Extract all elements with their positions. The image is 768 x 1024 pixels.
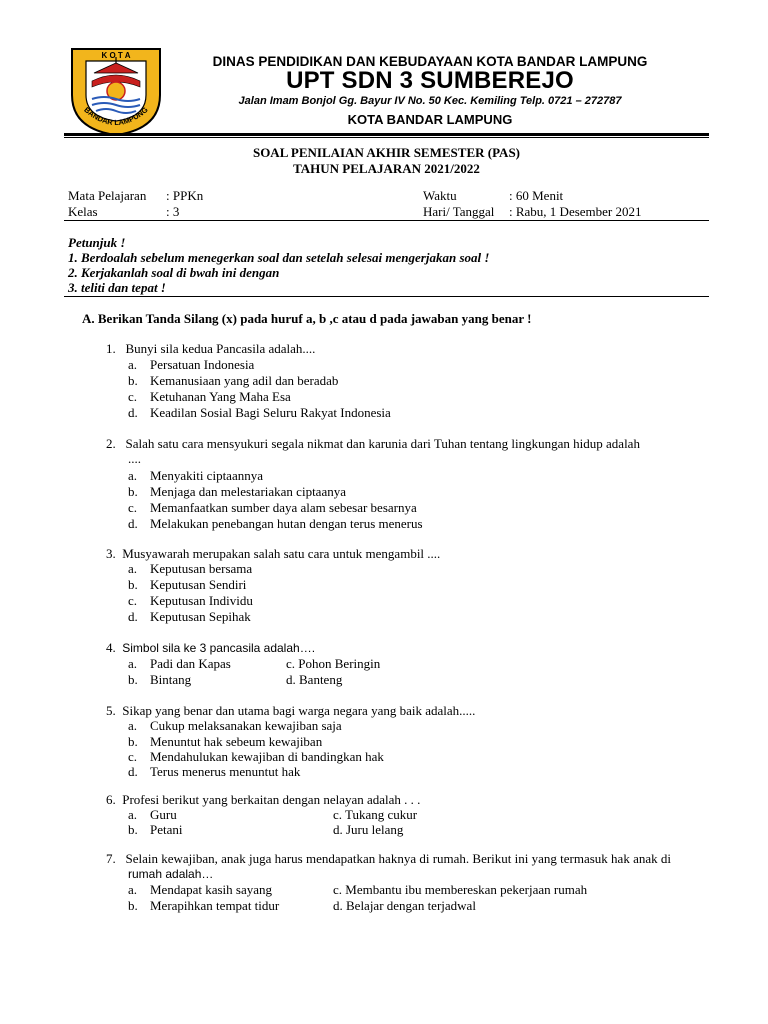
waktu-value: : 60 Menit	[509, 188, 564, 203]
option-letter: a.	[128, 882, 138, 897]
info-divider	[64, 220, 709, 221]
option	[128, 561, 252, 577]
option-text: Petani	[150, 822, 183, 837]
city-name: KOTA BANDAR LAMPUNG	[347, 112, 513, 127]
question-text: Simbol sila ke 3 pancasila adalah….	[122, 641, 316, 655]
question-3	[106, 546, 440, 562]
question-text: Selain kewajiban, anak juga harus mendapatkan haknya di rumah. Berikut ini yang termasuk hak anak di	[125, 851, 671, 866]
option: c. Pohon Beringin	[286, 656, 381, 671]
option-letter: c.	[128, 500, 138, 515]
option: c. Tukang cukur	[333, 807, 418, 822]
question-text-continued: rumah adalah…	[128, 867, 214, 881]
petunjuk-item: 2. Kerjakanlah soal di bwah ini dengan	[68, 265, 280, 280]
option	[128, 593, 253, 609]
option	[128, 749, 384, 765]
header-divider-thin	[64, 137, 709, 138]
option	[128, 373, 338, 389]
option-letter: b.	[128, 822, 138, 837]
option	[128, 484, 346, 500]
mapel-label: Mata Pelajaran	[68, 188, 147, 203]
option	[128, 718, 342, 734]
option-text: Memanfaatkan sumber daya alam sebesar besarnya	[150, 500, 417, 515]
option-text: Keputusan Sendiri	[150, 577, 247, 592]
option: d. Banteng	[286, 672, 343, 687]
logo-top-text: K O T A	[101, 51, 131, 60]
option	[128, 807, 177, 823]
question-number: 6.	[106, 792, 116, 807]
option-letter: b.	[128, 898, 138, 913]
option-letter: c.	[128, 389, 138, 404]
option-text: Merapihkan tempat tidur	[150, 898, 280, 913]
kota-bandar-lampung-logo	[64, 45, 168, 137]
option	[128, 468, 263, 484]
question-text: Salah satu cara mensyukuri segala nikmat dan karunia dari Tuhan tentang lingkungan hidup adalah	[125, 436, 640, 451]
question-number: 4.	[106, 640, 116, 655]
question-text: Sikap yang benar dan utama bagi warga negara yang baik adalah.....	[122, 703, 476, 718]
header-divider-thick	[64, 133, 709, 136]
option	[128, 898, 279, 914]
option-text: Kemanusiaan yang adil dan beradab	[150, 373, 339, 388]
question-text: Profesi berikut yang berkaitan dengan nelayan adalah . . .	[122, 792, 421, 807]
kelas-value: : 3	[166, 204, 180, 219]
option-text: Keadilan Sosial Bagi Seluru Rakyat Indonesia	[150, 405, 391, 420]
question-2	[106, 436, 640, 452]
option-letter: c.	[128, 593, 138, 608]
question-text: Musyawarah merupakan salah satu cara untuk mengambil ....	[122, 546, 441, 561]
option: d. Juru lelang	[333, 822, 404, 837]
petunjuk-item: 1. Berdoalah sebelum menegerkan soal dan setelah selesai mengerjakan soal !	[68, 250, 490, 265]
option-text: Bintang	[150, 672, 192, 687]
waktu-label: Waktu	[423, 188, 457, 203]
kelas-label: Kelas	[68, 204, 98, 219]
option-letter: d.	[128, 764, 138, 779]
option-letter: d.	[128, 516, 138, 531]
option	[128, 516, 423, 532]
option-letter: a.	[128, 807, 138, 822]
option	[128, 672, 191, 688]
option	[128, 609, 251, 625]
agency-name: DINAS PENDIDIKAN DAN KEBUDAYAAN KOTA BANDAR LAMPUNG	[212, 54, 648, 69]
option	[128, 357, 254, 373]
option-text: Menjaga dan melestariakan ciptaanya	[150, 484, 346, 499]
option: c. Membantu ibu membereskan pekerjaan rumah	[333, 882, 588, 897]
petunjuk-title: Petunjuk !	[68, 235, 126, 250]
option-letter: a.	[128, 561, 138, 576]
option-letter: b.	[128, 672, 138, 687]
question-number: 2.	[106, 436, 116, 451]
mapel-value: : PPKn	[166, 188, 204, 203]
school-name: UPT SDN 3 SUMBEREJO	[286, 67, 574, 94]
option-letter: c.	[128, 749, 138, 764]
exam-title: SOAL PENILAIAN AKHIR SEMESTER (PAS)	[252, 145, 521, 160]
option-text: Ketuhanan Yang Maha Esa	[150, 389, 291, 404]
option-letter: b.	[128, 484, 138, 499]
option	[128, 389, 291, 405]
option-letter: a.	[128, 468, 138, 483]
hari-value: : Rabu, 1 Desember 2021	[509, 204, 642, 219]
logo-bottom-text: BANDAR LAMPUNG	[82, 105, 150, 128]
option-text: Melakukan penebangan hutan dengan terus menerus	[150, 516, 423, 531]
option	[128, 405, 391, 421]
school-address: Jalan Imam Bonjol Gg. Bayur IV No. 50 Kec. Kemiling Telp. 0721 – 272787	[238, 95, 622, 107]
option-letter: a.	[128, 718, 138, 733]
option	[128, 882, 272, 898]
option	[128, 577, 246, 593]
option-text: Cukup melaksanakan kewajiban saja	[150, 718, 342, 733]
option	[128, 764, 300, 780]
option-letter: d.	[128, 405, 138, 420]
section-instruction: A. Berikan Tanda Silang (x) pada huruf a, b ,c atau d pada jawaban yang benar !	[82, 311, 532, 326]
hari-label: Hari/ Tanggal	[423, 204, 495, 219]
option-text: Mendapat kasih sayang	[150, 882, 273, 897]
option	[128, 500, 417, 516]
option	[128, 656, 231, 672]
option-text: Menuntut hak sebeum kewajiban	[150, 734, 323, 749]
option-letter: d.	[128, 609, 138, 624]
petunjuk-item: 3. teliti dan tepat !	[68, 280, 166, 295]
question-number: 1.	[106, 341, 116, 356]
option-letter: a.	[128, 357, 138, 372]
question-number: 3.	[106, 546, 116, 561]
question-number: 5.	[106, 703, 116, 718]
option-text: Terus menerus menuntut hak	[150, 764, 301, 779]
question-7	[106, 851, 671, 867]
option-text: Guru	[150, 807, 177, 822]
option	[128, 734, 322, 750]
question-text-continued: ....	[128, 451, 141, 466]
exam-year: TAHUN PELAJARAN 2021/2022	[293, 161, 480, 176]
option-text: Keputusan Individu	[150, 593, 253, 608]
option: d. Belajar dengan terjadwal	[333, 898, 476, 913]
option-text: Mendahulukan kewajiban di bandingkan hak	[150, 749, 384, 764]
petunjuk-divider	[64, 296, 709, 297]
option-letter: b.	[128, 373, 138, 388]
question-1	[106, 341, 315, 357]
question-5	[106, 703, 475, 719]
option	[128, 822, 183, 838]
option-text: Persatuan Indonesia	[150, 357, 255, 372]
option-letter: b.	[128, 577, 138, 592]
option-letter: a.	[128, 656, 138, 671]
option-text: Menyakiti ciptaannya	[150, 468, 263, 483]
question-4	[106, 640, 315, 656]
option-letter: b.	[128, 734, 138, 749]
question-text: Bunyi sila kedua Pancasila adalah....	[125, 341, 316, 356]
question-6	[106, 792, 420, 808]
question-number: 7.	[106, 851, 116, 866]
option-text: Padi dan Kapas	[150, 656, 231, 671]
option-text: Keputusan Sepihak	[150, 609, 251, 624]
option-text: Keputusan bersama	[150, 561, 253, 576]
